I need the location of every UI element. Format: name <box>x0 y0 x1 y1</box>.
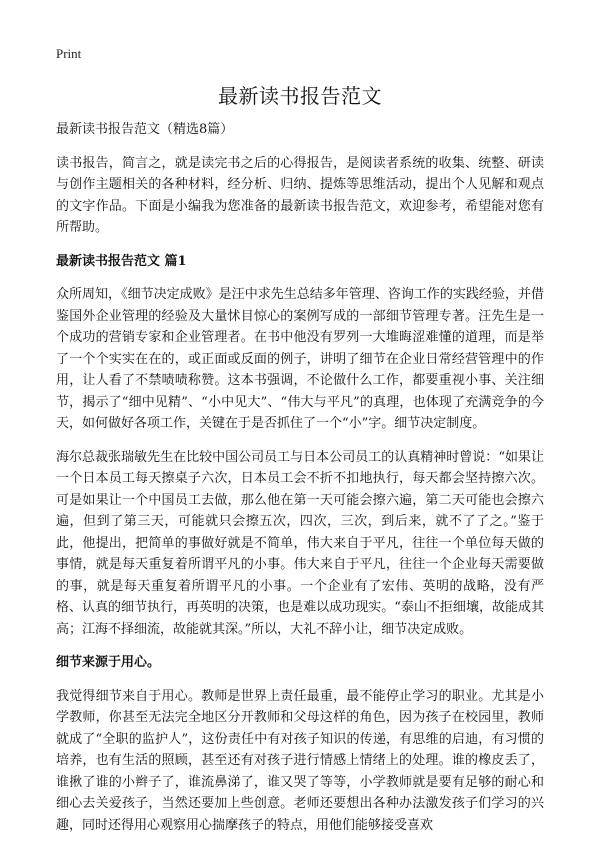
section-heading-1: 最新读书报告范文 篇1 <box>56 253 187 269</box>
body-paragraph-3: 我觉得细节来自于用心。教师是世界上责任最重，最不能停止学习的职业。尤其是小学教师，你甚至无法完全地区分开教师和父母这样的角色，因为孩子在校园里，教师就成了“全职的监护人”，这份责任中有对孩子知识的传递，有思维的启迪，有习惯的培养，也有生活的照顾，甚至还有对孩子进行情感上情绪上的处理。谁的橡皮丢了，谁揪了谁的小辫子了，谁流鼻涕了，谁又哭了等等，小学教师就是要有足够的耐心和细心去关爱孩子，当然还要加上些创意。老师还要想出各种办法激发孩子们学习的兴趣，同时还得用心观察用心揣摩孩子的特点，用他们能够接受喜欢 <box>56 688 544 833</box>
body-paragraph-2: 海尔总裁张瑞敏先生在比较中国公司员工与日本公司员工的认真精神时曾说：“如果让一个日本员工每天擦桌子六次，日本员工会不折不扣地执行，每天都会坚持擦六次。可是如果让一个中国员工去做，那么他在第一天可能会擦六遍，第二天可能也会擦六遍，但到了第三天，可能就只会擦五次，四次，三次，到后来，就不了了之。”鉴于此，他提出，把简单的事做好就是不简单，伟大来自于平凡，往往一个单位每天做的事情，就是每天重复着所谓平凡的小事。伟大来自于平凡，往往一个企业每天需要做的事，就是每天重复着所谓平凡的小事。一个企业有了宏伟、英明的战略，没有严格、认真的细节执行，再英明的决策，也是难以成功现实。“泰山不拒细壤，故能成其高；江海不择细流，故能就其深。”所以，大礼不辞小让，细节决定成败。 <box>56 449 544 637</box>
document-subtitle: 最新读书报告范文（精选8篇） <box>56 122 234 137</box>
intro-paragraph: 读书报告，简言之，就是读完书之后的心得报告，是阅读者系统的收集、统整、研读与创作主题相关的各种材料，经分析、归纳、提炼等思维活动，提出个人见解和观点的文字作品。下面是小编我为您准备的最新读书报告范文，欢迎参考，希望能对您有所帮助。 <box>56 155 544 235</box>
section-heading-2: 细节来源于用心。 <box>56 655 161 670</box>
document-body <box>56 119 544 848</box>
document-title: 最新读书报告范文 <box>218 84 382 108</box>
print-link[interactable]: Print <box>56 46 82 61</box>
body-paragraph-1: 众所周知，《细节决定成败》是汪中求先生总结多年管理、咨询工作的实践经验，并借鉴国外企业管理的经验及大量怵目惊心的案例写成的一部细节管理专著。汪先生是一个成功的营销专家和企业管理者。在书中他没有罗列一大堆晦涩难懂的道理，而是举了一个个实实在在的，或正面或反面的例子，讲明了细节在企业日常经营管理中的作用，让人看了不禁啧啧称赞。这本书强调，不论做什么工作，都要重视小事、关注细节，揭示了“细中见精”、“小中见大”、“伟大与平凡”的真理，也体现了充满竞争的今天，如何做好各项工作，关键在于是否抓住了一个“小”字。细节决定制度。 <box>56 287 544 431</box>
